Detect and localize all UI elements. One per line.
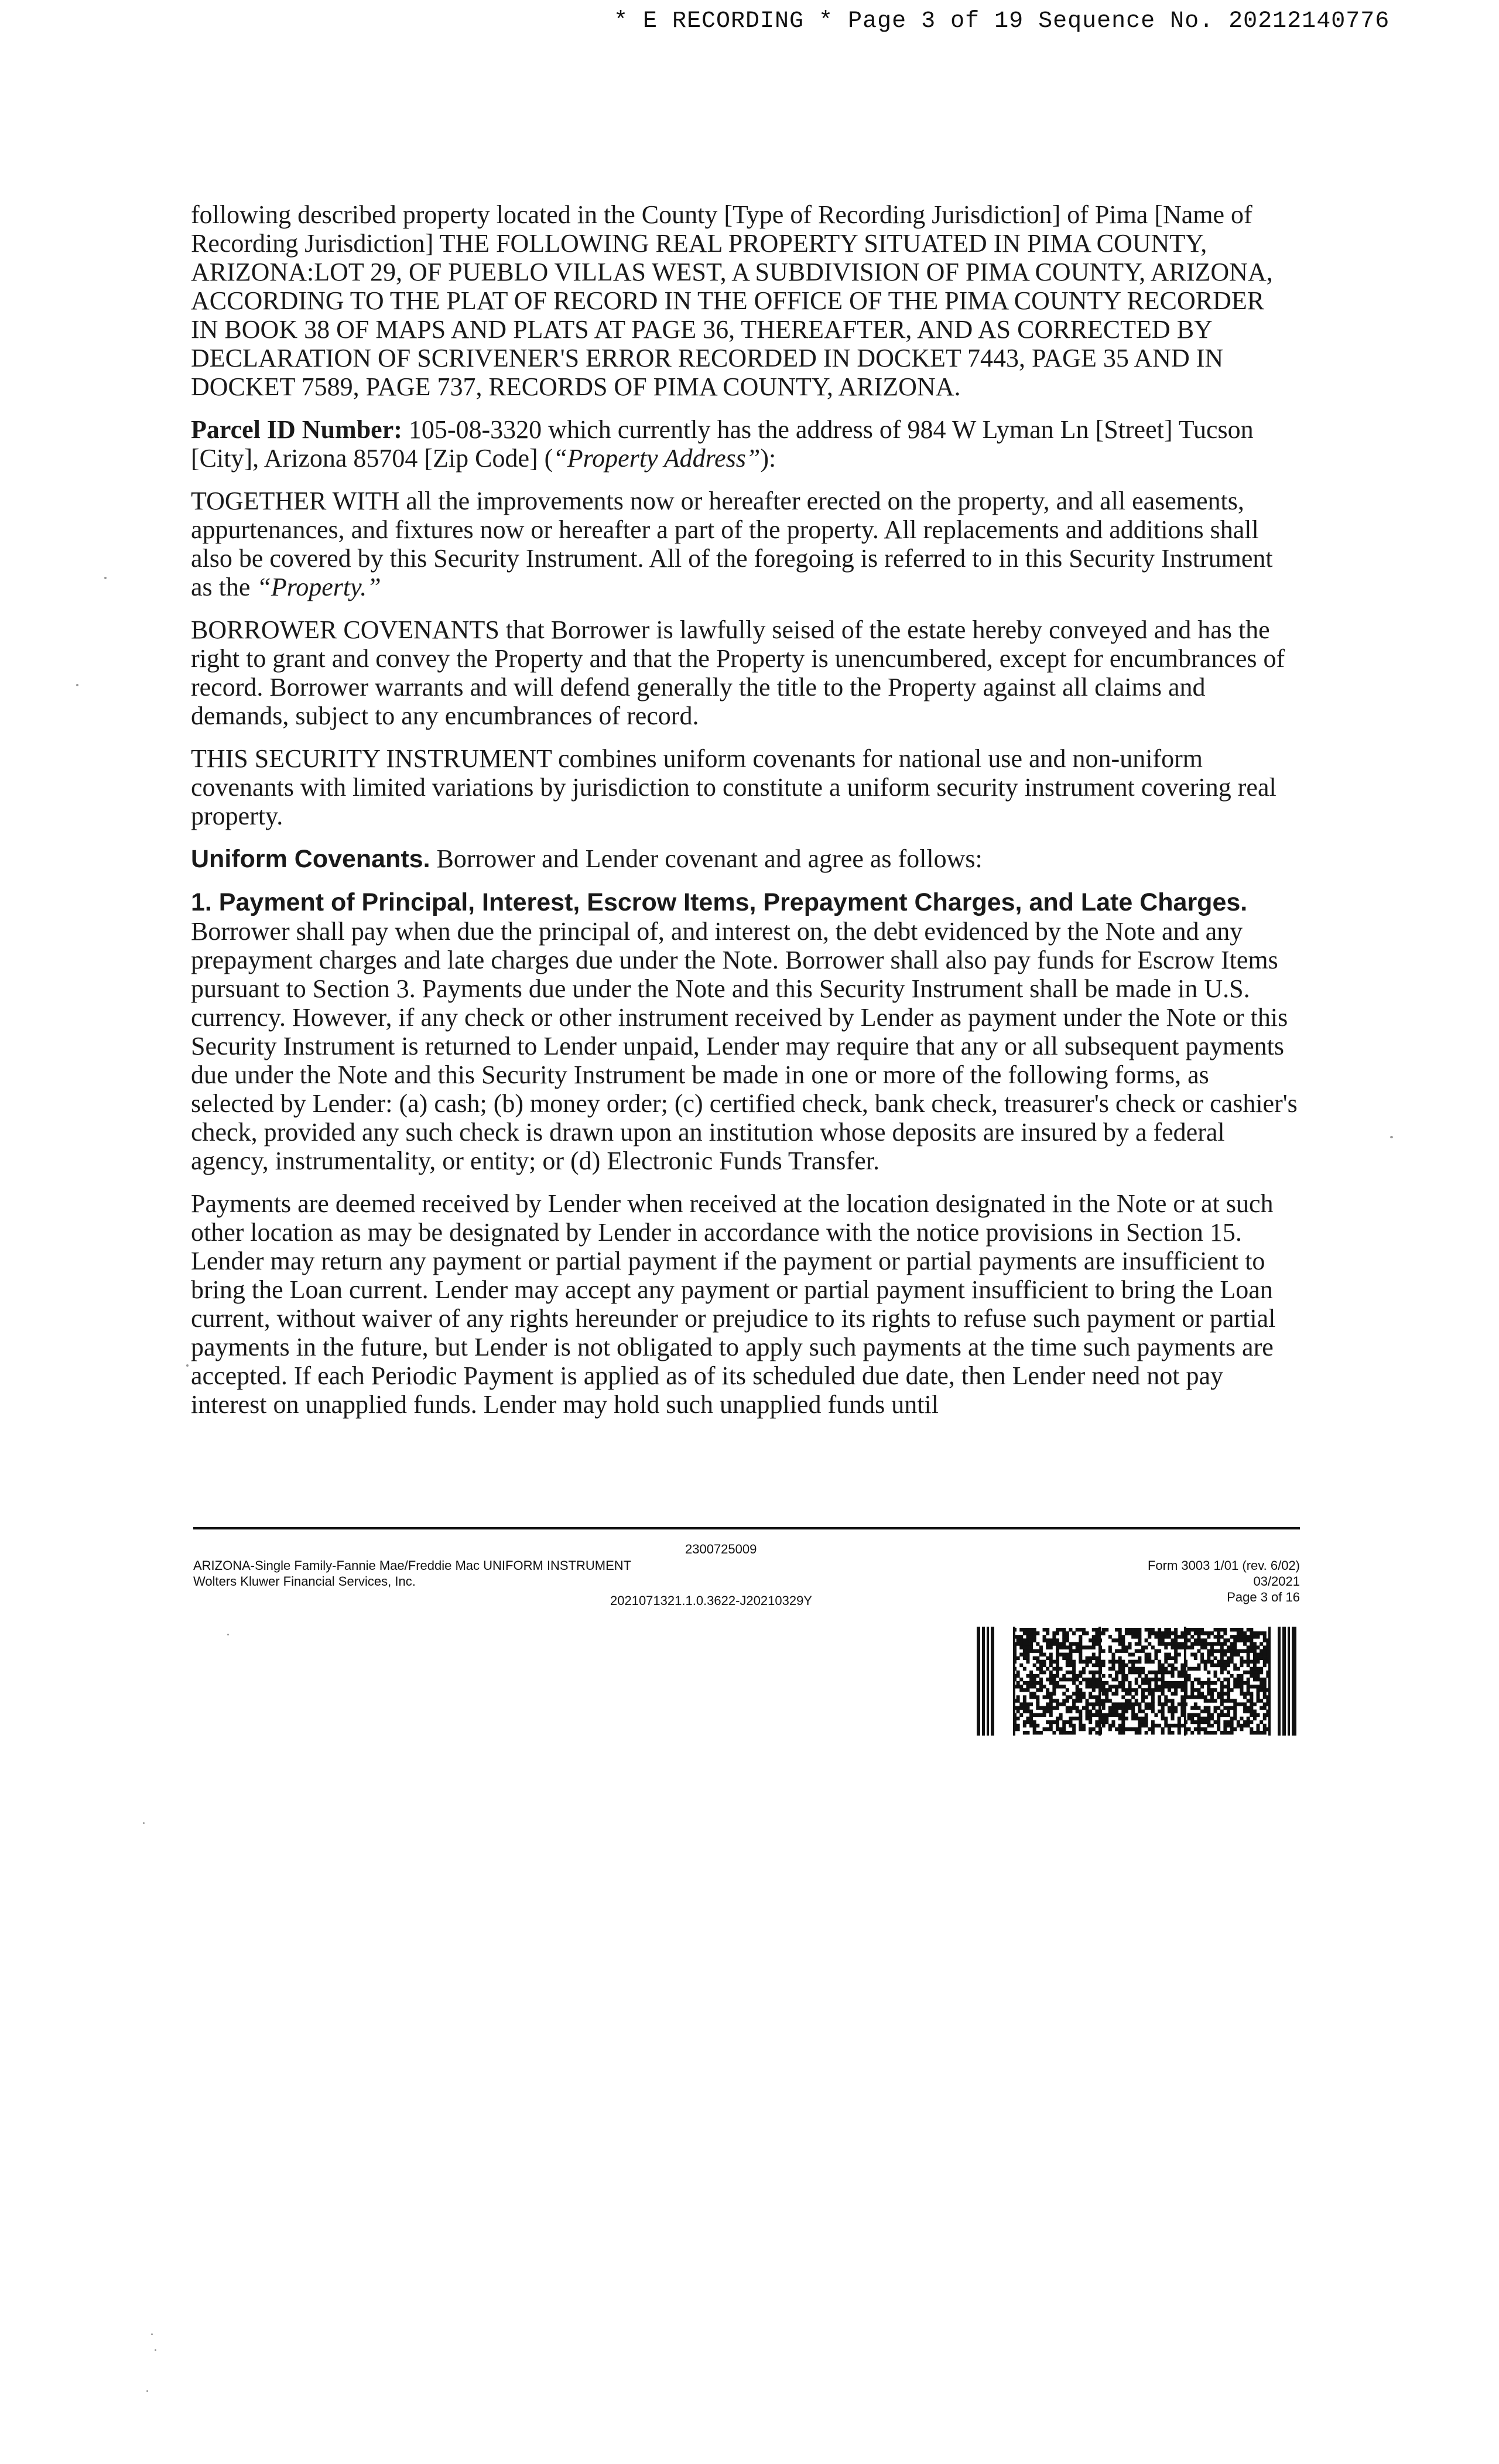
together-with-text: TOGETHER WITH all the improvements now or hereafter erected on the property, and all easements, appurtenances, and fixtures now or hereafter a part of the property. All replacements and additions shall also be covered by this Security Instrument. All of the foregoing is referred to in this Security Instrument as the [191,487,1273,601]
parcel-address-text: 105-08-3320 which currently has the address of 984 W Lyman Ln [Street] Tucson [City], Arizona 85704 [Zip Code] ( [191,415,1254,473]
uniform-covenants-paragraph [191,844,1298,874]
parcel-paragraph-end: ): [760,444,776,473]
borrower-covenants-paragraph: BORROWER COVENANTS that Borrower is lawfully seised of the estate hereby conveyed and has the right to grant and convey the Property and that the Property is unencumbered, except for encumbrances of record. Borrower warrants and will defend generally the title to the Property against all claims and demands, subject to any encumbrances of record. [191,615,1285,730]
footer-divider [193,1527,1300,1529]
publisher: Wolters Kluwer Financial Services, Inc. [193,1574,416,1589]
security-instrument-paragraph: THIS SECURITY INSTRUMENT combines uniform covenants for national use and non-uniform covenants with limited variations by jurisdiction to constitute a uniform security instrument covering real property. [191,744,1276,830]
page-footer [193,1541,1300,1611]
property-description-paragraph: following described property located in the County [Type of Recording Jurisdiction] of Pima [Name of Recording Jurisdiction] THE FOLLOWING REAL PROPERTY SITUATED IN PIMA COUNTY, ARIZONA:LOT 29, OF PUEBLO VILLAS WEST, A SUBDIVISION OF PIMA COUNTY, ARIZONA, ACCORDING TO THE PLAT OF RECORD IN THE OFFICE OF THE PIMA COUNTY RECORDER IN BOOK 38 OF MAPS AND PLATS AT PAGE 36, THEREAFTER, AND AS CORRECTED BY DECLARATION OF SCRIVENER'S ERROR RECORDED IN DOCKET 7443, PAGE 35 AND IN DOCKET 7589, PAGE 737, RECORDS OF PIMA COUNTY, ARIZONA. [191,200,1273,401]
barcode-icon [977,1627,1302,1736]
parcel-paragraph [191,415,1298,473]
parcel-id-label: Parcel ID Number: [191,415,402,444]
form-title: ARIZONA-Single Family-Fannie Mae/Freddie Mac UNIFORM INSTRUMENT [193,1558,632,1573]
document-id: 2021071321.1.0.3622-J20210329Y [610,1593,812,1608]
section-1-text: Borrower shall pay when due the principal of, and interest on, the debt evidenced by the Note and any prepayment charges and late charges due under the Note. Borrower shall also pay funds for Escrow Items pursuant to Section 3. Payments due under the Note and this Security Instrument shall be made in U.S. currency. However, if any check or other instrument received by Lender as payment under the Note or this Security Instrument is returned to Lender unpaid, Lender may require that any or all subsequent payments due under the Note and this Security Instrument be made in one or more of the following forms, as selected by Lender: (a) cash; (b) money order; (c) certified check, bank check, treasurer's check or cashier's check, provided any such check is drawn upon an institution whose deposits are insured by a federal agency, instrumentality, or entity; or (d) Electronic Funds Transfer. [191,917,1298,1175]
footer-right [1148,1558,1300,1605]
section-1-paragraph [191,888,1298,1175]
property-address-term: “Property Address” [553,444,761,473]
payments-received-paragraph: Payments are deemed received by Lender when received at the location designated in the Note or at such other location as may be designated by Lender in accordance with the notice provisions in Section 15. Lender may return any payment or partial payment if the payment or partial payments are insufficient to bring the Loan current. Lender may accept any payment or partial payment insufficient to bring the Loan current, without waiver of any rights hereunder or prejudice to its rights to refuse such payment or partial payments in the future, but Lender is not obligated to apply such payments at the time such payments are accepted. If each Periodic Payment is applied as of its scheduled due date, then Lender need not pay interest on unapplied funds. Lender may hold such unapplied funds until [191,1189,1276,1419]
section-1-heading: 1. Payment of Principal, Interest, Escrow Items, Prepayment Charges, and Late Charges. [191,888,1248,916]
document-body [191,200,1298,1433]
footer-left [193,1558,631,1589]
property-term: “Property.” [256,573,381,601]
form-date: 03/2021 [1253,1574,1300,1589]
loan-number: 2300725009 [685,1542,757,1556]
together-with-paragraph [191,487,1298,601]
recording-stamp: * E RECORDING * Page 3 of 19 Sequence No. 20212140776 [614,8,1390,35]
uniform-covenants-text: Borrower and Lender covenant and agree as follows: [430,844,983,873]
form-number: Form 3003 1/01 (rev. 6/02) [1147,1558,1300,1573]
page-number: Page 3 of 16 [1227,1590,1300,1604]
uniform-covenants-heading: Uniform Covenants. [191,845,430,873]
